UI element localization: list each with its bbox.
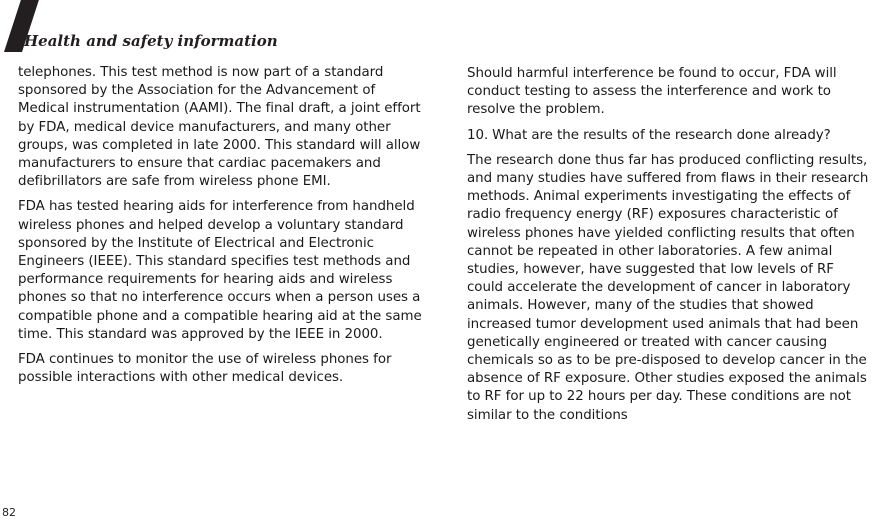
paragraph-pacemaker-standard: telephones. This test method is now part of a standard sponsored by the Association for the Advancement of Medical instrumentation (AAMI). The final draft, a joint effort by FDA, medical device manufacturers, and many other groups, was completed in late 2000. This standard will allow manufacturers to ensure that cardiac pacemakers and defibrillators are safe from wireless phone EMI.	[18, 65, 421, 190]
left-column	[18, 64, 424, 394]
page-number: 82	[2, 506, 16, 519]
paragraph-fda-monitoring: FDA continues to monitor the use of wireless phones for possible interactions with other medical devices.	[18, 352, 392, 386]
paragraph-interference-testing: Should harmful interference be found to occur, FDA will conduct testing to assess the interference and work to resolve the problem.	[467, 66, 837, 118]
paragraph-hearing-aids: FDA has tested hearing aids for interference from handheld wireless phones and helped develop a voluntary standard sponsored by the Institute of Electrical and Electronic Engineers (IEEE). This standard specifies test methods and performance requirements for hearing aids and wireless phones so that no interference occurs when a person uses a compatible phone and a compatible hearing aid at the same time. This standard was approved by the IEEE in 2000.	[18, 199, 422, 342]
question-text: What are the results of the research done already?	[492, 127, 831, 143]
right-column	[467, 65, 873, 432]
section-title: Health and safety information	[24, 32, 278, 50]
paragraph-research-results: The research done thus far has produced conflicting results, and many studies have suffered from flaws in their research methods. Animal experiments investigating the effects of radio frequency energy (RF) exposures characteristic of wireless phones have yielded conflicting results that often cannot be repeated in other laboratories. A few animal studies, however, have suggested that low levels of RF could accelerate the development of cancer in laboratory animals. However, many of the studies that showed increased tumor development used animals that had been genetically engineered or treated with cancer causing chemicals so as to be pre-disposed to develop cancer in the absence of RF exposure. Other studies exposed the animals to RF for up to 22 hours per day. These conditions are not similar to the conditions	[467, 152, 869, 423]
question-heading	[467, 127, 873, 145]
question-number: 10.	[467, 127, 489, 143]
